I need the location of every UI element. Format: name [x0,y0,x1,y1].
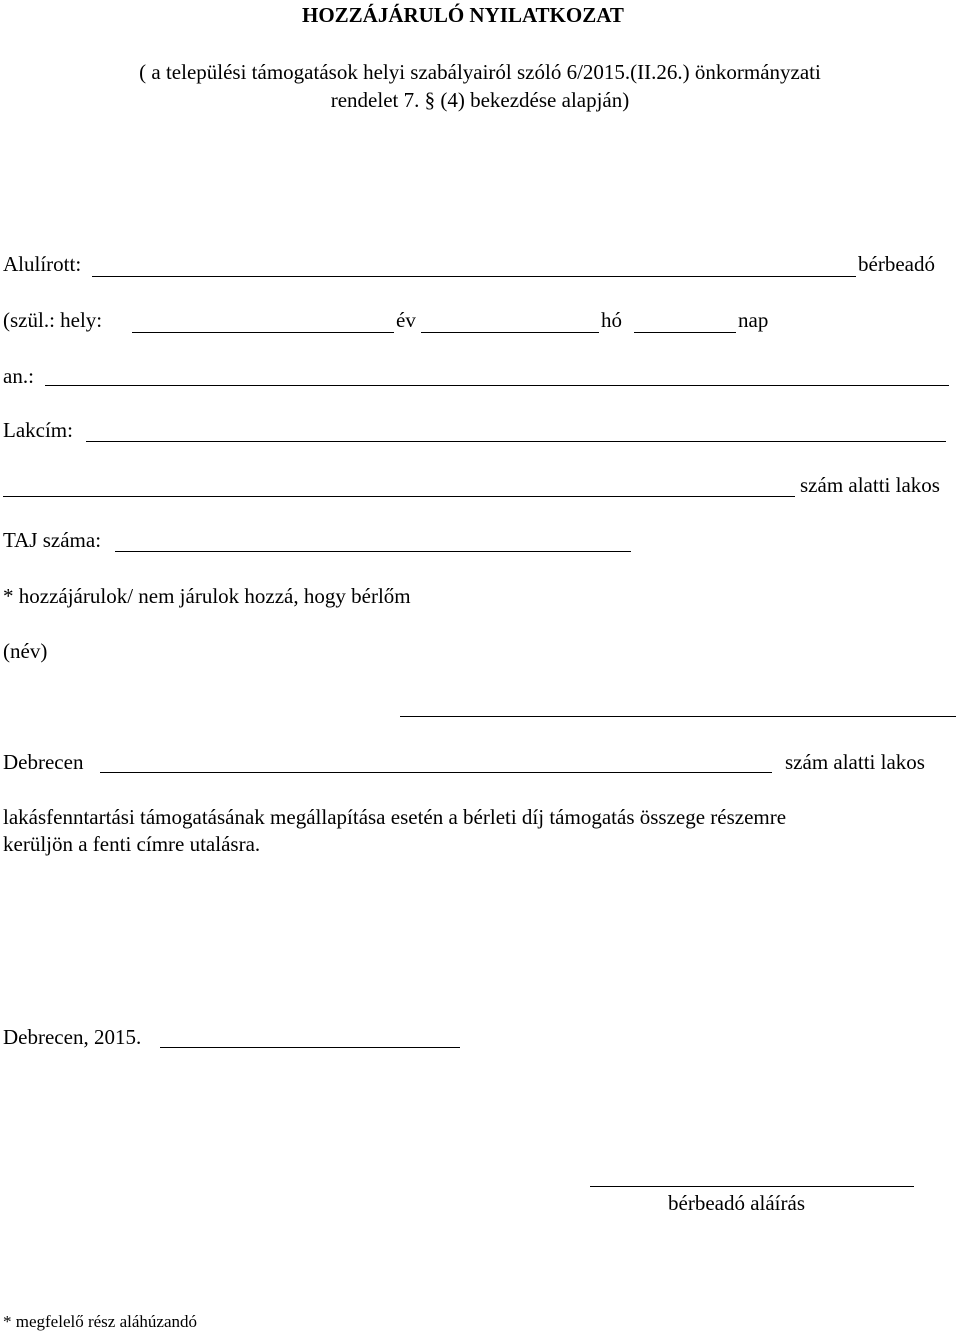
birth-place-field[interactable] [132,332,394,333]
date-field[interactable] [160,1047,460,1048]
document-subtitle-line2: rendelet 7. § (4) bekezdése alapján) [330,88,630,112]
statement-line-2: kerüljön a fenti címre utalásra. [3,832,261,856]
landlord-suffix: bérbeadó [858,252,935,276]
place-date-label: Debrecen, 2015. [3,1025,142,1049]
birth-place-label: (szül.: hely: [3,308,103,332]
address-label: Lakcím: [3,418,73,442]
birth-month-field[interactable] [634,332,736,333]
month-label: hó [601,308,622,332]
year-label: év [396,308,416,332]
undersigned-label: Alulírott: [3,252,82,276]
tenant-name-field[interactable] [400,716,956,717]
mother-name-label: an.: [3,364,34,388]
resident-suffix-2: szám alatti lakos [785,750,925,774]
tenant-address-field[interactable] [100,772,772,773]
mother-name-field[interactable] [45,385,949,386]
address-field-continued[interactable] [3,496,795,497]
day-label: nap [738,308,769,332]
document-title: HOZZÁJÁRULÓ NYILATKOZAT [302,3,624,27]
undersigned-name-field[interactable] [92,276,856,277]
address-field[interactable] [86,441,946,442]
taj-label: TAJ száma: [3,528,102,552]
signature-line[interactable] [590,1186,914,1187]
tenant-name-label: (név) [3,639,48,663]
birth-year-field[interactable] [421,332,599,333]
document-subtitle-line1: ( a települési támogatások helyi szabályairól szóló 6/2015.(II.26.) önkormányzati [139,60,821,84]
resident-suffix: szám alatti lakos [800,473,940,497]
signature-label: bérbeadó aláírás [668,1191,806,1215]
consent-statement: * hozzájárulok/ nem járulok hozzá, hogy bérlőm [3,584,411,608]
city-label: Debrecen [3,750,84,774]
statement-line-1: lakásfenntartási támogatásának megállapítása esetén a bérleti díj támogatás összege részemre [3,805,787,829]
taj-field[interactable] [115,551,631,552]
footnote: * megfelelő rész aláhúzandó [3,1312,197,1331]
